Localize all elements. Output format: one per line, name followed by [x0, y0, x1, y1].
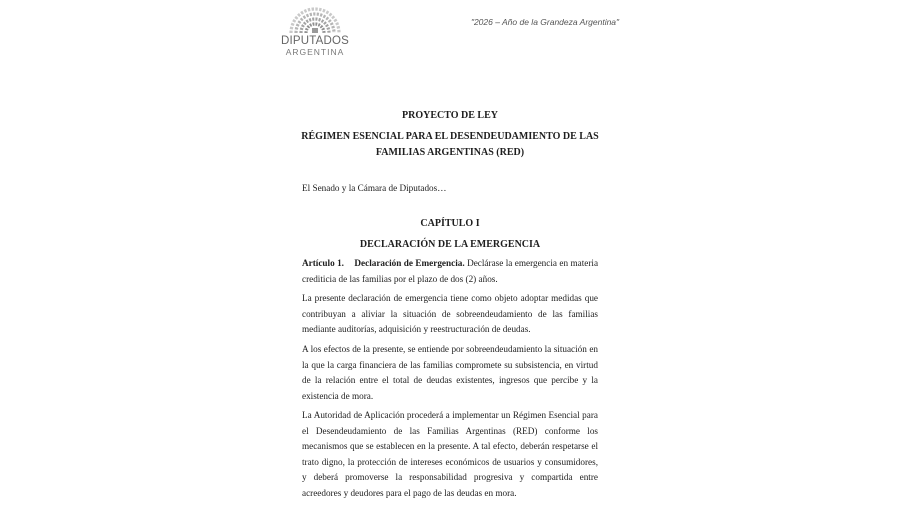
- chapter-title: DECLARACIÓN DE LA EMERGENCIA: [359, 239, 541, 250]
- document-title: RÉGIMEN ESENCIAL PARA EL DESENDEUDAMIENTO DE LAS FAMILIAS ARGENTINAS (RED): [301, 131, 599, 158]
- article-heading: Declaración de Emergencia.: [354, 258, 465, 268]
- congress-dome-icon: [285, 6, 345, 34]
- article-number: Artículo 1.: [302, 258, 344, 268]
- header-motto: "2026 – Año de la Grandeza Argentina": [470, 17, 620, 27]
- paragraph: La Autoridad de Aplicación procederá a implementar un Régimen Esencial para el Desendeudamiento de las Familias Argentinas (RED) conforme los mecanismos que se establecen en la presente. A tal efecto, deberán respetarse el trato digno, la protección de intereses económicos de usuarios y consumidores, y deberá promoverse la responsabilidad progresiva y compartida entre acreedores y deudores para el pago de las deudas en mora.: [302, 410, 598, 498]
- logo-subtitle: ARGENTINA: [285, 47, 345, 57]
- article-text: Declárase la emergencia en materia crediticia de las familias por el plazo de dos (2) años.: [302, 258, 599, 284]
- intro-line: El Senado y la Cámara de Diputados…: [302, 183, 447, 193]
- paragraph: A los efectos de la presente, se entiende por sobreendeudamiento la situación en la que la carga financiera de las familias compromete su subsistencia, en virtud de la relación entre el total de deudas existentes, ingresos que percibe y la existencia de mora.: [302, 344, 598, 401]
- diputados-logo: [280, 6, 350, 57]
- article-1: [302, 256, 598, 287]
- logo-name: DIPUTADOS: [280, 35, 350, 47]
- chapter-heading: CAPÍTULO I: [420, 218, 480, 229]
- paragraph: La presente declaración de emergencia tiene como objeto adoptar medidas que contribuyan a aliviar la situación de sobreendeudamiento de las familias mediante auditorías, adquisición y reestructuración de deudas.: [302, 293, 598, 334]
- document-kind: PROYECTO DE LEY: [402, 110, 498, 121]
